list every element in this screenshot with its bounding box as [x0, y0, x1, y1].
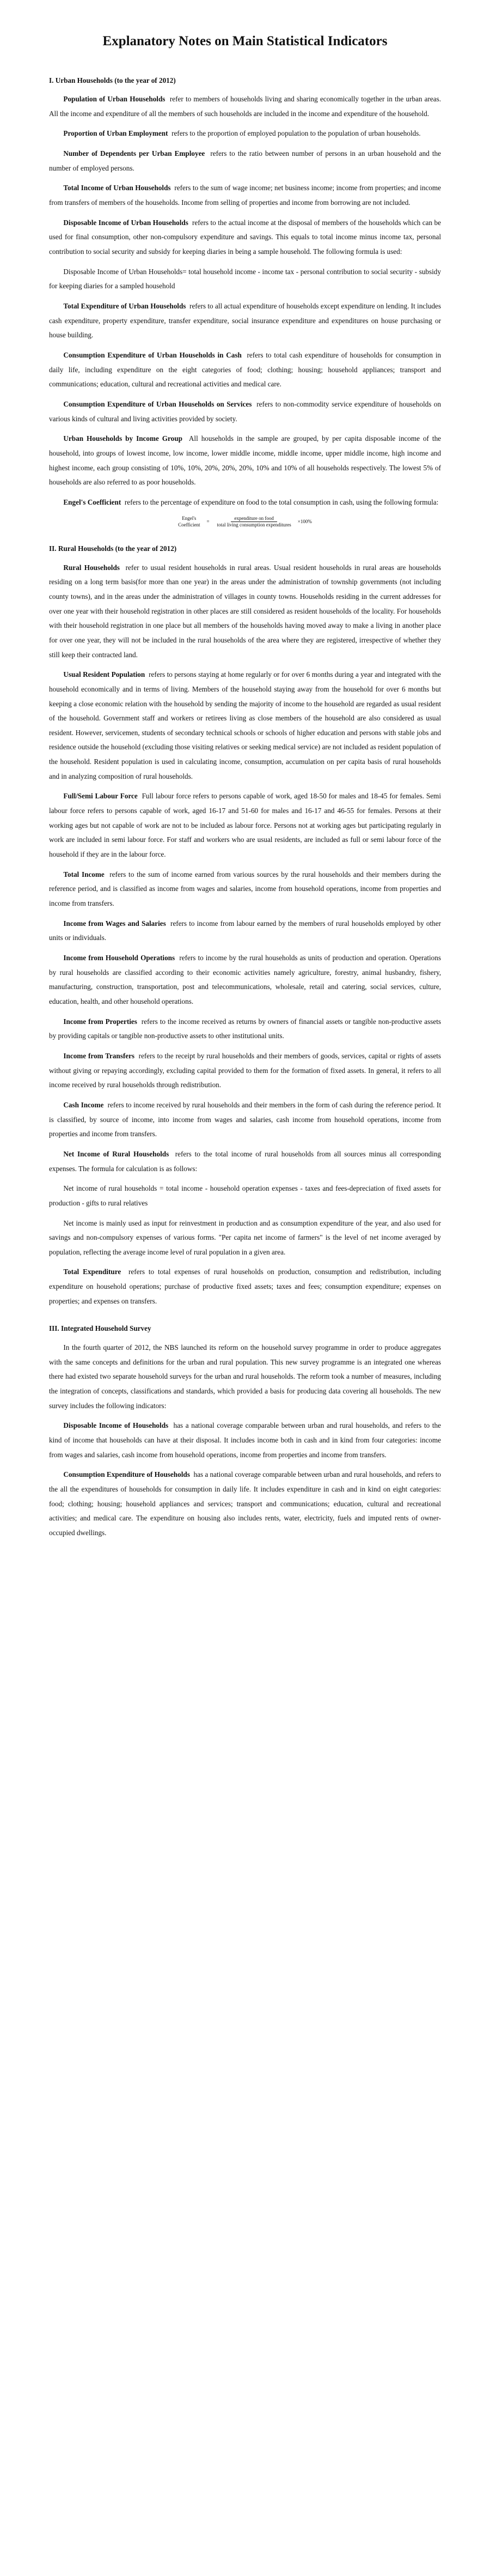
definition-paragraph: [49, 1419, 441, 1462]
definition-paragraph: [49, 397, 441, 426]
text-paragraph: [49, 1341, 441, 1413]
definition-paragraph: [49, 1015, 441, 1044]
definition-text: refers to the actual income at the disposal of members of the households which can be used for final consumption, other non-compulsory expenditure and savings. This equals to total income minus income tax, personal contribution to social security and subsidy for keeping diaries in being a sample household. The following formula is used:: [49, 218, 442, 256]
definition-term: Total Income of Urban Households: [63, 184, 171, 192]
definition-text: refers to the receipt by rural households and their members of goods, services, capital or rights of assets without giving or repaying accordingly, excluding capital provided to them for the formation of fixed assets. In general, it refers to all income received by rural households through redistribution.: [49, 1051, 442, 1089]
definition-term: Income from Properties: [63, 1017, 137, 1026]
definition-paragraph: [49, 92, 441, 121]
definition-text: refers to the proportion of employed population to the population of urban households.: [171, 129, 421, 138]
formula-numerator: expenditure on food: [231, 516, 277, 523]
definition-term: Proportion of Urban Employment: [63, 129, 168, 138]
definition-paragraph: [49, 1265, 441, 1308]
section-heading: II. Rural Households (to the year of 2012): [49, 544, 177, 553]
definition-text: refers to the sum of income earned from various sources by the rural households and their members during the reference period, and is classified as income from wages and salaries, income from household operations, income from properties and income from transfers.: [49, 870, 441, 908]
section-heading: I. Urban Households (to the year of 2012): [49, 76, 176, 84]
definition-paragraph: [49, 299, 441, 343]
definition-text: refers to the percentage of expenditure on food to the total consumption in cash, using the following formula:: [124, 498, 439, 506]
definition-term: Consumption Expenditure of Urban Households in Cash: [63, 351, 242, 359]
definition-paragraph: [49, 126, 441, 141]
formula-lhs-line2: Coefficient: [178, 522, 200, 528]
definition-text: In the fourth quarter of 2012, the NBS launched its reform on the household survey programme in order to produce aggregates with the same concepts and definitions for the urban and rural population. This new survey programme is an integrated one whereas there had existed two separate household surveys for the urban and rural households. The reform took a number of measures, including the integration of concepts, classifications and standards, which provided a basis for producing data covering all households. The new survey includes the following indicators:: [49, 1343, 441, 1410]
definition-term: Disposable Income of Urban Households: [63, 218, 188, 227]
engel-coefficient-formula: [49, 516, 441, 529]
definition-paragraph: [49, 1049, 441, 1093]
text-paragraph: [49, 1216, 441, 1260]
definition-text: refers to the income received as returns by owners of financial assets or tangible non-productive assets by providing capitals or tangible non-productive assets to other institutional units.: [49, 1017, 441, 1040]
definition-paragraph: [49, 181, 441, 210]
definition-term: Net Income of Rural Households: [63, 1149, 169, 1158]
definition-term: Engel's Coefficient: [63, 498, 121, 506]
definition-term: Population of Urban Households: [63, 95, 166, 104]
text-paragraph: [49, 265, 441, 294]
definition-text: refer to members of households living and sharing economically together in the urban areas. All the income and expenditure of all the members of such households are included in the income and expenditure of the household.: [49, 95, 442, 118]
definition-text: refer to usual resident households in rural areas. Usual resident households in rural areas are households residing on a long term basis(for more than one year) in the areas under the administration of township governments (not including county towns), and in the areas under the administration of villages in county towns. Households residing in the current addresses for over one year with their household registration in other places are still considered as resident households of the locality. For households with their household registration in one place but all members of the households having moved away to make a living in another place for over one year, they will not be included in the rural households of the area where they are registered, irrespective of whether they still keep their contracted land.: [49, 563, 441, 659]
definition-paragraph: [49, 561, 441, 663]
definition-paragraph: [49, 432, 441, 490]
definition-paragraph: [49, 789, 441, 862]
definition-paragraph: [49, 147, 441, 175]
definition-text: has a national coverage comparable between urban and rural households, and refers to the kind of income that households can have at their disposal. It includes income both in cash and in kind from four categories: income from wages and salaries, cash income from household operations, income from properties and income from transfers.: [49, 1421, 442, 1459]
formula-fraction: [214, 516, 295, 529]
formula-lhs-line1: Engel's: [182, 516, 197, 522]
definition-term: Income from Transfers: [63, 1051, 135, 1060]
definition-paragraph: [49, 668, 441, 784]
formula-lhs: [178, 516, 200, 528]
definition-paragraph: [49, 216, 441, 259]
definition-term: Total Expenditure: [63, 1268, 121, 1276]
formula-multiplier: ×100%: [297, 518, 312, 524]
definition-term: Usual Resident Population: [63, 670, 145, 679]
definition-term: Urban Households by Income Group: [63, 434, 182, 443]
definition-paragraph: [49, 917, 441, 945]
definition-text: refers to non-commodity service expenditure of households on various kinds of cultural and living activities provided by society.: [49, 399, 441, 423]
definition-text: refers to all actual expenditure of households except expenditure on lending. It includes cash expenditure, property expenditure, transfer expenditure, social insurance expenditure and expenditures on house purchasing or house building.: [49, 302, 441, 340]
definition-text: refers to income received by rural households and their members in the form of cash during the reference period. It is classified, by source of income, into income from wages and salaries, cash income from household operations, income from properties and income from transfers.: [49, 1100, 441, 1138]
definition-text: refers to persons staying at home regularly or for over 6 months during a year and integrated with the household economically and in terms of living. Members of the household staying away from the household for over 6 months but keeping a close economic relation with the household by sending the majority of income to the household are regarded as usual resident of the household. Government staff and workers or retirees living as close members of the household are also considered as usual resident. However, servicemen, students of secondary technical schools or schools of higher education and persons with stable jobs and residence outside the household (excluding those visiting relatives or seeking medical service) are not included as resident population of the household. Resident population is used in calculating income, consumption, accumulation on per capita basis of rural households and in analyzing composition of rural households.: [49, 670, 441, 780]
definition-text: All households in the sample are grouped, by per capita disposable income of the household, into groups of lowest income, low income, lower middle income, middle income, upper middle income, high income and highest income, each group consisting of 10%, 10%, 20%, 20%, 20%, 10% and 10% of all households respectively. The lowest 5% of households are also referred to as poor households.: [49, 434, 442, 487]
definition-term: Cash Income: [63, 1100, 104, 1109]
document-title: Explanatory Notes on Main Statistical Indicators: [102, 34, 388, 49]
definition-paragraph: [49, 348, 441, 392]
definition-text: Net income is mainly used as input for reinvestment in production and as consumption expenditure of the year, and also used for savings and non-compulsory expenses of various forms. "Per capita net income of farmers" is the level of net income averaged by population, reflecting the average income level of rural population in a given area.: [49, 1219, 441, 1256]
definition-text: Disposable Income of Urban Households= total household income - income tax - personal contribution to social security - subsidy for keeping diaries for a sampled household: [49, 267, 441, 290]
definition-text: refers to the total income of rural households from all sources minus all corresponding expenses. The formula for calculation is as follows:: [49, 1149, 441, 1173]
definition-paragraph: [49, 495, 441, 510]
section-heading: III. Integrated Household Survey: [49, 1324, 151, 1333]
definition-text: refers to income from labour earned by the members of rural households employed by other units or individuals.: [49, 919, 441, 942]
definition-term: Number of Dependents per Urban Employee: [63, 149, 205, 158]
definition-term: Disposable Income of Households: [63, 1421, 169, 1430]
definition-term: Total Expenditure of Urban Households: [63, 302, 186, 311]
definition-term: Income from Household Operations: [63, 954, 175, 962]
definition-text: refers to total cash expenditure of households for consumption in daily life, including expenditure on the eight categories of food; clothing; housing; household appliances; transport and communications; education, cultural and recreational activities and medical care.: [49, 351, 442, 389]
formula-denominator: total living consumption expenditures: [217, 522, 291, 528]
definition-text: refers to income by the rural households as units of production and operation. Operations by rural households are classified according to their economic activities namely agriculture, forestry, animal husbandry, fishery, manufacturing, construction, transportation, post and telecommunications, wholesale, retail and catering, social services, culture, education, health, and other household operations.: [49, 954, 441, 1005]
definition-term: Total Income: [63, 870, 105, 878]
definition-term: Rural Households: [63, 563, 120, 572]
section-2: [49, 542, 441, 1309]
definition-term: Income from Wages and Salaries: [63, 919, 166, 928]
definition-paragraph: [49, 951, 441, 1009]
definition-text: refers to total expenses of rural households on production, consumption and redistribution, including expenditure on household operations; purchase of productive fixed assets; taxes and fees; consumption expenditure; expenses on properties; and expenses on transfers.: [49, 1268, 442, 1305]
text-paragraph: [49, 1181, 441, 1210]
formula-equals: =: [206, 518, 210, 524]
definition-paragraph: [49, 1468, 441, 1540]
definition-text: refers to the sum of wage income; net business income; income from properties; and income from transfers of members of the households. Income from selling of properties and income from borrowing are not included.: [49, 184, 442, 207]
section-3: [49, 1322, 441, 1540]
definition-term: Full/Semi Labour Force: [63, 792, 138, 801]
document-body: [49, 74, 441, 1541]
definition-text: refers to the ratio between number of persons in an urban household and the number of employed persons.: [49, 149, 441, 172]
definition-text: has a national coverage comparable between urban and rural households, and refers to the all the expenditures of households for consumption in daily life. It includes expenditure in cash and in kind on eight categories: food; clothing; housing; household appliances and services; transport and communications; education, cultural and recreational activities; and medical care. The expenditure on housing also includes rents, water, electricity, fuels and imputed rents of owner-occupied dwellings.: [49, 1470, 442, 1537]
definition-paragraph: [49, 1098, 441, 1142]
definition-paragraph: [49, 1147, 441, 1176]
definition-text: Full labour force refers to persons capable of work, aged 18-50 for males and 18-45 for females. Semi labour force refers to persons capable of work, aged 16-17 and 51-60 for males and 16-17 and 46-55 for females. Persons at their working ages but not capable of work are not to be included as labour force. Persons not at working ages but participating regularly in work are included in semi labour force. For staff and workers who are usual residents, are included as full or semi labour force of the household if they are in the labour force.: [49, 792, 441, 859]
definition-term: Consumption Expenditure of Urban Households on Services: [63, 399, 252, 408]
definition-term: Consumption Expenditure of Households: [63, 1470, 190, 1479]
section-1: [49, 74, 441, 529]
definition-paragraph: [49, 868, 441, 911]
definition-text: Net income of rural households = total income - household operation expenses - taxes and fees-depreciation of fixed assets for production - gifts to rural relatives: [49, 1184, 441, 1207]
